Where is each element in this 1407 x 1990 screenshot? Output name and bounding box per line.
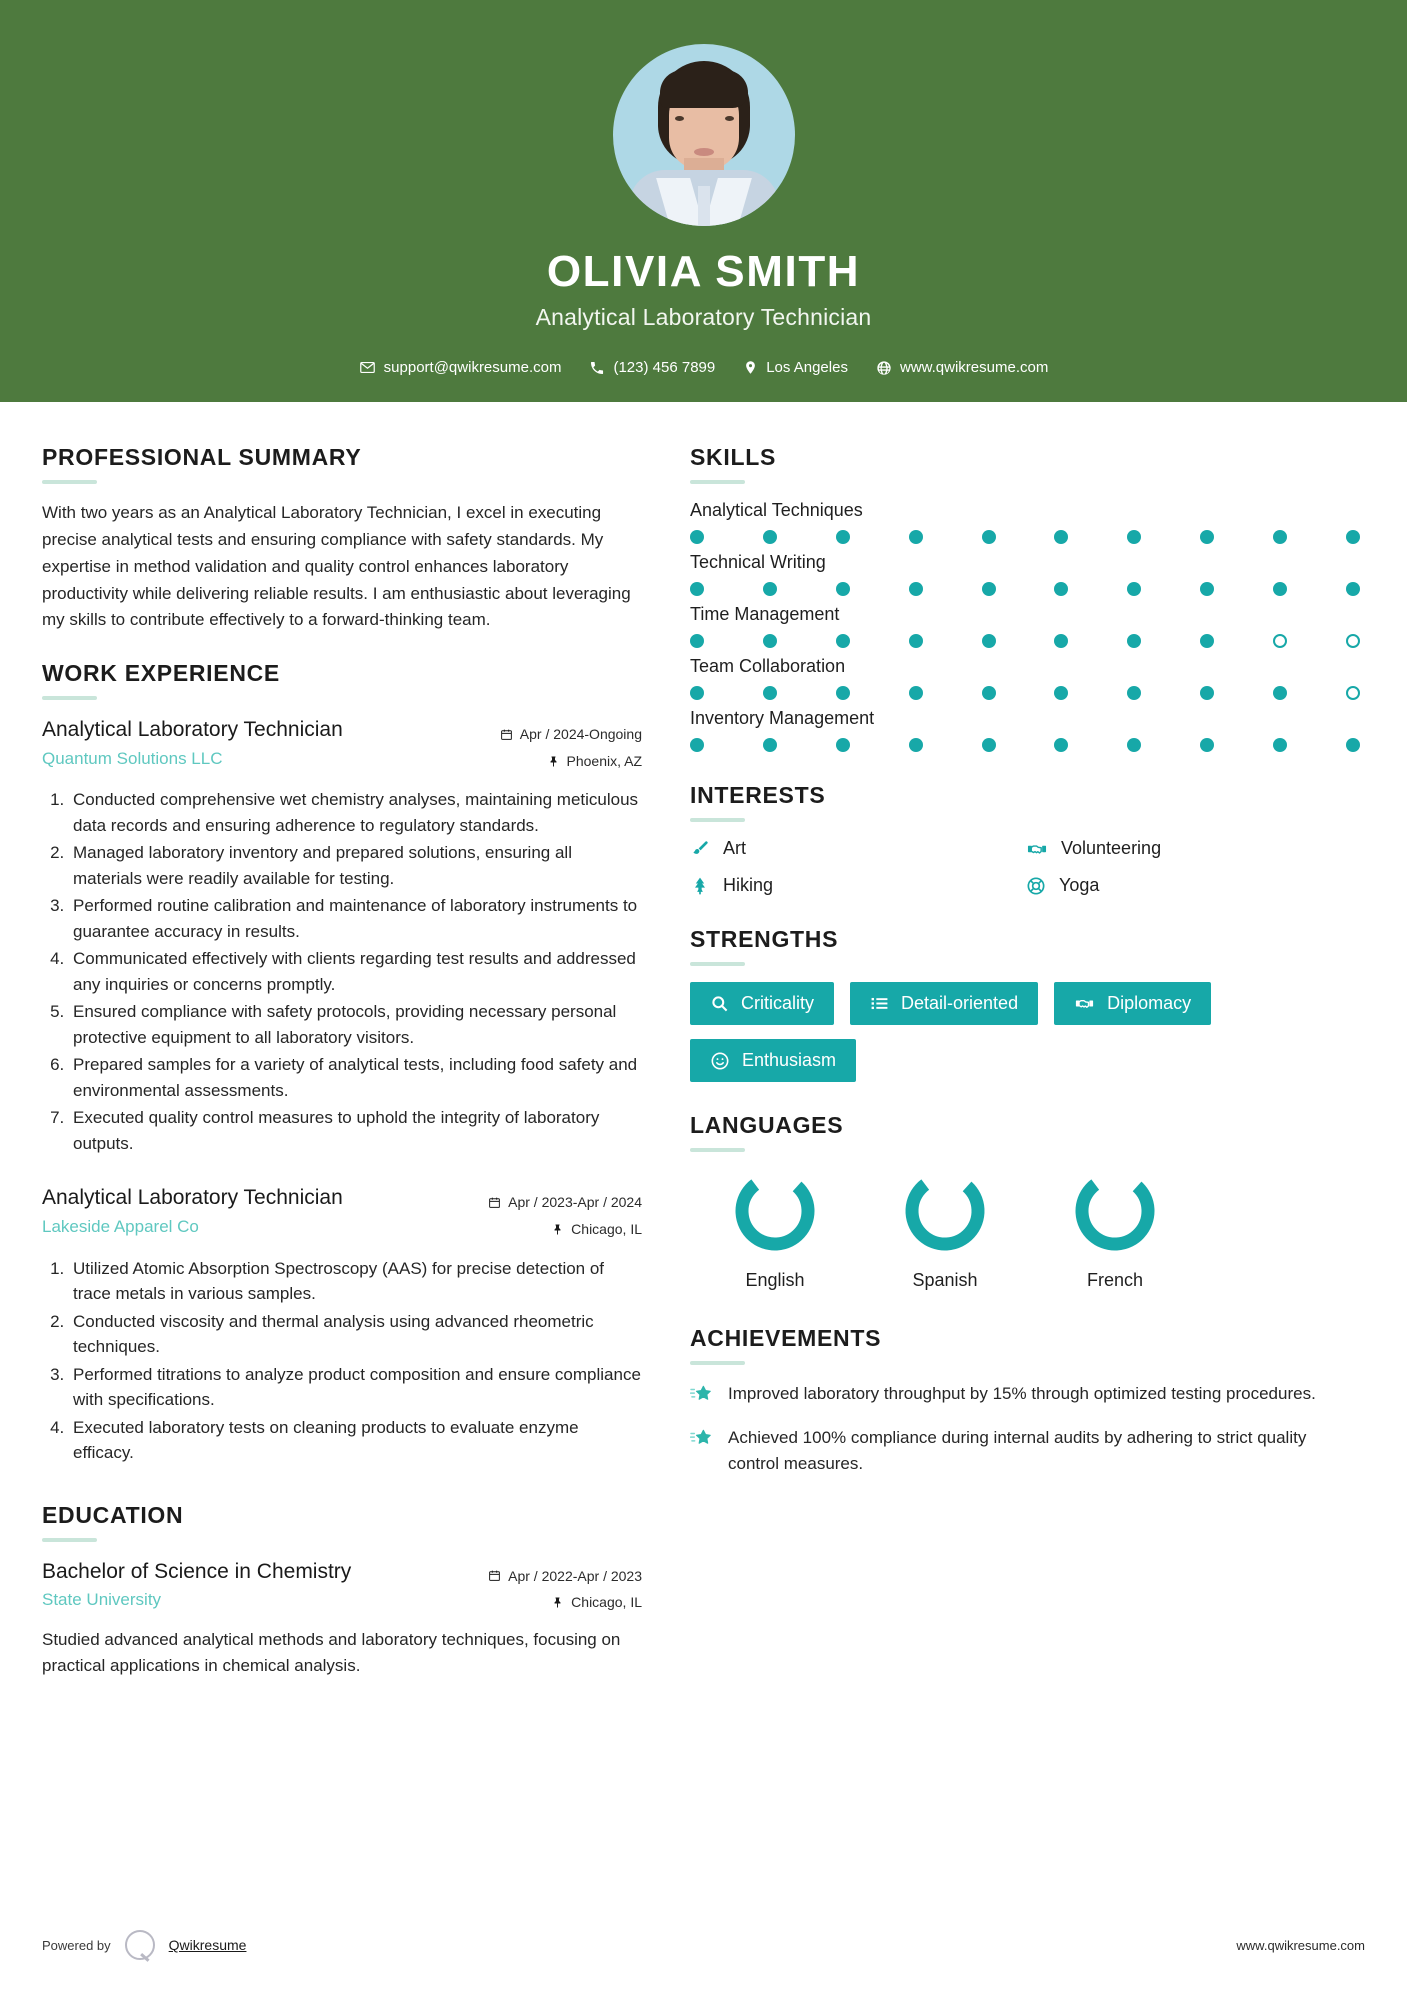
skill-dot-filled (982, 530, 996, 544)
skill-dot-filled (1273, 738, 1287, 752)
skill-dot-empty (1346, 686, 1360, 700)
section-education (42, 1502, 642, 1679)
job-bullet: 3. Performed routine calibration and maintenance of laboratory instruments to guarantee accuracy in results. (69, 893, 642, 944)
qwikresume-logo-icon (125, 1930, 155, 1960)
skill-dot-filled (1054, 686, 1068, 700)
section-divider (690, 480, 745, 484)
section-skills (690, 444, 1362, 752)
skill-label: Technical Writing (690, 552, 826, 572)
section-divider (690, 962, 745, 966)
paintbrush-icon (690, 839, 710, 859)
skill-dot-filled (836, 582, 850, 596)
skill-dot-empty (1346, 634, 1360, 648)
job-bullet: 6. Prepared samples for a variety of analytical tests, including food safety and environmental assessments. (69, 1052, 642, 1103)
interest-label: Hiking (723, 875, 774, 895)
avatar-eye-right (725, 116, 734, 121)
skill-label: Team Collaboration (690, 656, 846, 676)
section-work-experience (42, 660, 642, 1465)
skill-dot-filled (836, 634, 850, 648)
job-bullet: 5. Ensured compliance with safety protocols, providing necessary personal protective equipment to all laboratory visitors. (69, 999, 642, 1050)
strength-label: Diplomacy (1107, 993, 1192, 1013)
globe-icon (876, 360, 892, 376)
skill-label: Analytical Techniques (690, 500, 863, 520)
skill-dot-filled (909, 634, 923, 648)
company-name[interactable]: Quantum Solutions LLC (42, 748, 223, 768)
education-entry-header (42, 1558, 642, 1616)
skill-dot-filled (1200, 738, 1214, 752)
skill-dot-filled (1273, 686, 1287, 700)
left-column (42, 444, 642, 1904)
interests-grid (690, 838, 1362, 896)
handshake-icon (1074, 994, 1095, 1013)
skill-item (690, 552, 1362, 596)
skill-dot-filled (982, 686, 996, 700)
language-donut (1072, 1168, 1158, 1254)
contact-email[interactable] (345, 359, 576, 376)
language-label: French (1086, 1270, 1144, 1290)
interest-item (690, 875, 1026, 896)
interest-label: Art (723, 838, 747, 858)
location-pin-icon (743, 359, 758, 376)
achievement-text: Achieved 100% compliance during internal audits by adhering to strict quality control measures. (728, 1428, 1307, 1473)
list-icon (870, 994, 889, 1013)
company-name[interactable]: Lakeside Apparel Co (42, 1216, 199, 1236)
education-dates-row (452, 1563, 642, 1590)
achievement-item (690, 1425, 1362, 1476)
job-title: Analytical Laboratory Technician (42, 718, 343, 742)
job-bullet: 2. Managed laboratory inventory and prepared solutions, ensuring all materials were readily available for testing. (69, 840, 642, 891)
section-title: LANGUAGES (690, 1112, 844, 1138)
achievement-item (690, 1381, 1362, 1411)
skill-item (690, 656, 1362, 700)
strength-chip-detail-oriented[interactable] (850, 982, 1038, 1025)
job-bullet: 4. Executed laboratory tests on cleaning products to evaluate enzyme efficacy. (69, 1415, 642, 1466)
skill-dot-filled (763, 738, 777, 752)
strengths-grid (690, 982, 1362, 1082)
section-divider (690, 1361, 745, 1365)
search-icon (710, 994, 729, 1013)
education-location-row (452, 1589, 642, 1616)
handshake-icon (1026, 839, 1048, 859)
section-divider (42, 1538, 97, 1542)
skill-dot-filled (836, 686, 850, 700)
skill-dot-filled (1273, 530, 1287, 544)
skill-dot-filled (1054, 582, 1068, 596)
skill-item (690, 500, 1362, 544)
language-label: English (745, 1270, 805, 1290)
skill-dot-filled (1054, 634, 1068, 648)
skill-dot-filled (1127, 582, 1141, 596)
section-achievements (690, 1325, 1362, 1476)
job-location-row (452, 748, 642, 775)
skill-dot-filled (690, 634, 704, 648)
strength-chip-enthusiasm[interactable] (690, 1039, 856, 1082)
education-location: Chicago, IL (571, 1594, 642, 1611)
section-languages (690, 1112, 1362, 1291)
job-bullet: 4. Communicated effectively with clients regarding test results and addressed any inquiries or concerns promptly. (69, 946, 642, 997)
work-entry-header (42, 716, 642, 774)
skill-dot-filled (1273, 582, 1287, 596)
skill-dot-filled (1127, 530, 1141, 544)
skill-dot-filled (1054, 738, 1068, 752)
phone-icon (589, 360, 605, 376)
language-donut (902, 1168, 988, 1254)
skill-dot-filled (763, 686, 777, 700)
section-divider (690, 1148, 745, 1152)
contact-location[interactable] (729, 359, 862, 376)
job-bullets (42, 1256, 642, 1466)
resume-footer (0, 1904, 1407, 1990)
skill-rating (690, 634, 1362, 648)
section-title: WORK EXPERIENCE (42, 660, 280, 687)
skills-list (690, 500, 1362, 752)
job-bullet: 7. Executed quality control measures to uphold the integrity of laboratory outputs. (69, 1105, 642, 1156)
job-bullet: 1. Utilized Atomic Absorption Spectroscopy (AAS) for precise detection of trace metals in various samples. (69, 1256, 642, 1307)
section-professional-summary (42, 444, 642, 634)
footer-branding (42, 1930, 246, 1960)
skill-dot-filled (690, 686, 704, 700)
skill-dot-filled (1127, 686, 1141, 700)
skill-dot-filled (909, 738, 923, 752)
skill-rating (690, 686, 1362, 700)
section-divider (42, 480, 97, 484)
avatar-fringe (660, 70, 748, 108)
skill-dot-filled (982, 738, 996, 752)
skill-dot-filled (982, 634, 996, 648)
skill-dot-filled (909, 686, 923, 700)
resume-header (0, 0, 1407, 402)
skill-dot-filled (836, 530, 850, 544)
skill-item (690, 708, 1362, 752)
skill-label: Inventory Management (690, 708, 875, 728)
skill-dot-filled (763, 582, 777, 596)
job-bullet: 2. Conducted viscosity and thermal analysis using advanced rheometric techniques. (69, 1309, 642, 1360)
skill-dot-filled (1200, 582, 1214, 596)
interest-item (1026, 838, 1362, 859)
work-entry (42, 716, 642, 1156)
section-interests (690, 782, 1362, 896)
pin-icon (548, 755, 560, 768)
skill-dot-filled (982, 582, 996, 596)
contact-phone[interactable] (575, 359, 729, 376)
interest-item (1026, 875, 1362, 896)
education-entry-meta (452, 1558, 642, 1616)
envelope-icon (359, 359, 376, 376)
qwikresume-brand-link[interactable]: Qwikresume (168, 1937, 247, 1953)
degree-title: Bachelor of Science in Chemistry (42, 1559, 352, 1583)
skill-rating (690, 530, 1362, 544)
contact-email-text: support@qwikresume.com (383, 359, 562, 377)
section-title: EDUCATION (42, 1501, 184, 1528)
summary-text: With two years as an Analytical Laboratory Technician, I excel in executing precise analytical tests and ensuring compliance with safety standards. My expertise in method validation and quality control enhances laboratory productivity while delivering reliable results. I am enthusiastic about leveraging my skills to contribute effectively to a forward-thinking team. (42, 503, 631, 630)
skill-dot-filled (1346, 530, 1360, 544)
skill-dot-filled (909, 582, 923, 596)
pin-icon (552, 1223, 564, 1236)
skill-dot-empty (1273, 634, 1287, 648)
strength-label: Detail-oriented (901, 993, 1019, 1013)
section-title: STRENGTHS (690, 926, 839, 952)
job-location: Phoenix, AZ (566, 752, 642, 769)
calendar-icon (488, 1569, 501, 1582)
right-column (690, 444, 1362, 1904)
skill-dot-filled (1127, 738, 1141, 752)
skill-dot-filled (1200, 634, 1214, 648)
job-location-row (452, 1216, 642, 1243)
candidate-role: Analytical Laboratory Technician (535, 304, 872, 331)
work-entry-meta (452, 1184, 642, 1242)
contact-website-text: www.qwikresume.com (899, 359, 1049, 377)
section-title: SKILLS (690, 444, 776, 470)
section-title: PROFESSIONAL SUMMARY (42, 444, 362, 470)
skill-dot-filled (909, 530, 923, 544)
language-item (690, 1168, 860, 1291)
education-dates: Apr / 2022-Apr / 2023 (508, 1567, 642, 1584)
skill-dot-filled (1054, 530, 1068, 544)
calendar-icon (500, 728, 513, 741)
calendar-icon (488, 1196, 501, 1209)
avatar (613, 44, 795, 226)
footer-website[interactable]: www.qwikresume.com (1236, 1937, 1365, 1953)
contact-location-text: Los Angeles (766, 359, 848, 377)
interest-label: Yoga (1059, 875, 1100, 895)
smiley-icon (710, 1051, 730, 1071)
skill-dot-filled (1127, 634, 1141, 648)
skill-item (690, 604, 1362, 648)
interest-item (690, 838, 1026, 859)
section-divider (42, 696, 97, 700)
skill-dot-filled (1200, 686, 1214, 700)
avatar-placket (698, 186, 710, 226)
strength-chip-criticality[interactable] (690, 982, 834, 1025)
skill-dot-filled (690, 738, 704, 752)
job-title: Analytical Laboratory Technician (42, 1186, 343, 1210)
section-title: INTERESTS (690, 782, 826, 808)
job-dates: Apr / 2024-Ongoing (519, 726, 642, 743)
section-title: ACHIEVEMENTS (690, 1325, 882, 1351)
pin-icon (552, 1596, 564, 1609)
language-item (1030, 1168, 1200, 1291)
section-strengths (690, 926, 1362, 1082)
contact-phone-text: (123) 456 7899 (613, 359, 716, 377)
lifebuoy-icon (1026, 876, 1046, 896)
contact-bar (345, 359, 1063, 376)
job-dates-row (452, 1189, 642, 1216)
interest-label: Volunteering (1061, 838, 1162, 858)
skill-dot-filled (763, 530, 777, 544)
star-motion-icon (690, 1425, 714, 1455)
job-location: Chicago, IL (571, 1221, 642, 1238)
section-divider (690, 818, 745, 822)
education-entry (42, 1558, 642, 1679)
avatar-lips (694, 148, 714, 156)
work-entry-header (42, 1184, 642, 1242)
contact-website[interactable] (862, 359, 1062, 376)
skill-dot-filled (690, 530, 704, 544)
language-item (860, 1168, 1030, 1291)
education-description: Studied advanced analytical methods and laboratory techniques, focusing on practical applications in chemical analysis. (42, 1629, 621, 1675)
job-dates: Apr / 2023-Apr / 2024 (508, 1194, 642, 1211)
job-bullets (42, 787, 642, 1156)
job-bullet: 3. Performed titrations to analyze product composition and ensure compliance with specifications. (69, 1362, 642, 1413)
job-dates-row (452, 721, 642, 748)
skill-label: Time Management (690, 604, 840, 624)
skill-dot-filled (1346, 738, 1360, 752)
skill-dot-filled (1200, 530, 1214, 544)
powered-by-label: Powered by (42, 1937, 111, 1953)
job-bullet: 1. Conducted comprehensive wet chemistry analyses, maintaining meticulous data records and ensuring adherence to regulatory standards. (69, 787, 642, 838)
strength-label: Enthusiasm (742, 1050, 837, 1070)
skill-rating (690, 582, 1362, 596)
candidate-name: OLIVIA SMITH (546, 247, 861, 296)
tree-icon (690, 876, 710, 896)
language-donut (732, 1168, 818, 1254)
school-name[interactable]: State University (42, 1589, 162, 1609)
skill-dot-filled (690, 582, 704, 596)
language-label: Spanish (912, 1270, 978, 1290)
star-motion-icon (690, 1381, 714, 1411)
strength-label: Criticality (741, 993, 815, 1013)
skill-dot-filled (1346, 582, 1360, 596)
strength-chip-diplomacy[interactable] (1054, 982, 1211, 1025)
work-entry (42, 1184, 642, 1465)
avatar-eye-left (675, 116, 684, 121)
skill-dot-filled (836, 738, 850, 752)
skill-rating (690, 738, 1362, 752)
languages-grid (690, 1168, 1362, 1291)
skill-dot-filled (763, 634, 777, 648)
work-entry-meta (452, 716, 642, 774)
achievement-text: Improved laboratory throughput by 15% through optimized testing procedures. (728, 1384, 1316, 1403)
resume-body (0, 402, 1407, 1904)
